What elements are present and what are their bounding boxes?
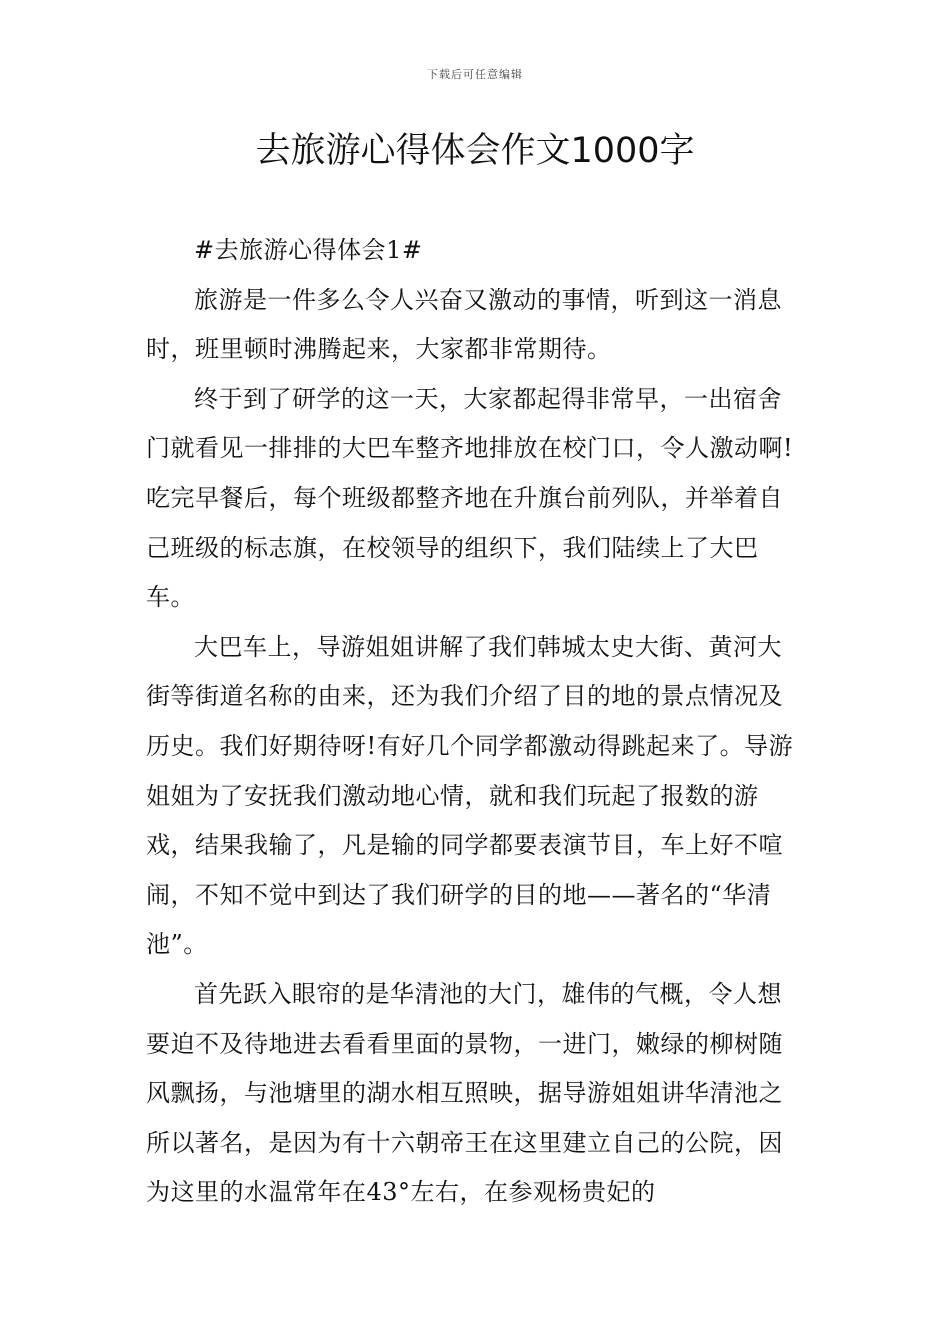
document-title: 去旅游心得体会作文1000字 (255, 131, 695, 171)
paragraph-2: 终于到了研学的这一天，大家都起得非常早，一出宿舍门就看见一排排的大巴车整齐地排放在校门口，令人激动啊!吃完早餐后，每个班级都整齐地在升旗台前列队，并举着自己班级的标志旗，在校领导的组织下，我们陆续上了大巴车。 (146, 384, 794, 612)
paragraph-4: 首先跃入眼帘的是华清池的大门，雄伟的气概，令人想要迫不及待地进去看看里面的景物，一进门，嫩绿的柳树随风飘扬，与池塘里的湖水相互照映，据导游姐姐讲华清池之所以著名，是因为有十六朝帝王在这里建立自己的公院，因为这里的水温常年在43°左右，在参观杨贵妃的 (146, 979, 783, 1207)
paragraph-1: 旅游是一件多么令人兴奋又激动的事情，听到这一消息时，班里顿时沸腾起来，大家都非常期待。 (146, 285, 782, 364)
document-body (146, 226, 806, 1218)
section-heading: #去旅游心得体会1# (194, 236, 423, 264)
page-header-note: 下载后可任意编辑 (427, 68, 523, 81)
paragraph-3: 大巴车上，导游姐姐讲解了我们韩城太史大街、黄河大街等街道名称的由来，还为我们介绍了目的地的景点情况及历史。我们好期待呀!有好几个同学都激动得跳起来了。导游姐姐为了安抚我们激动地心情，就和我们玩起了报数的游戏，结果我输了，凡是输的同学都要表演节目，车上好不喧闹，不知不觉中到达了我们研学的目的地——著名的“华清池”。 (146, 632, 794, 959)
